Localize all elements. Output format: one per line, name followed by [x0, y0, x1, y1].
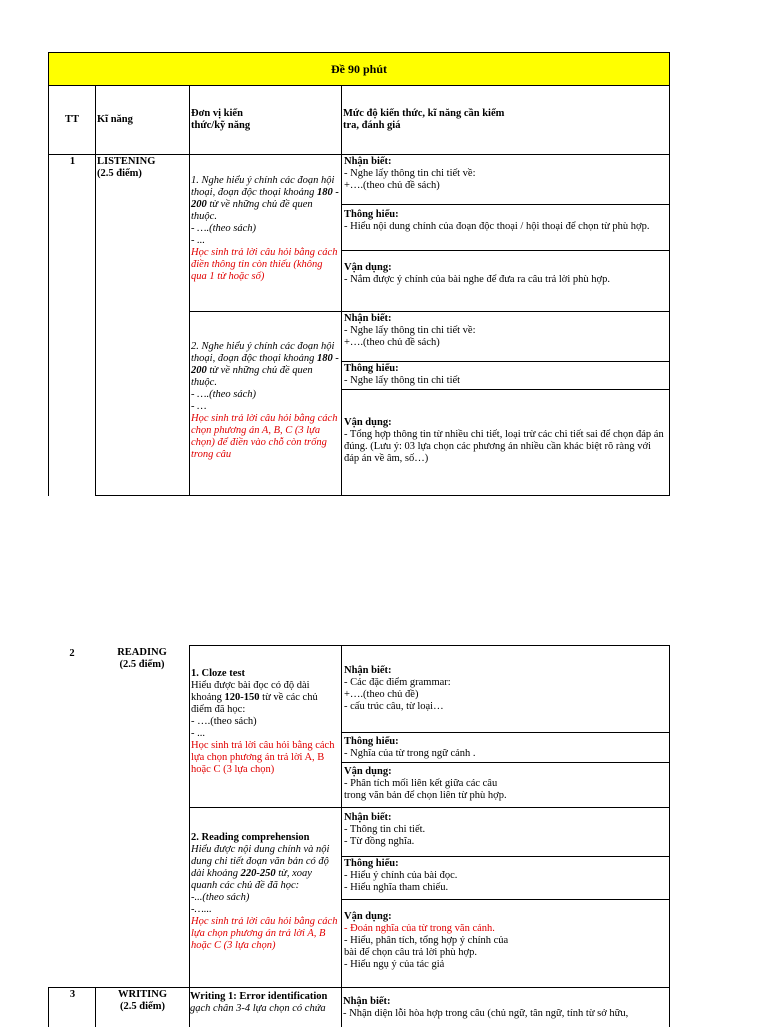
reading-unit2-nb-cell	[341, 807, 670, 857]
nb-text: - cấu trúc câu, từ loại…	[344, 701, 444, 712]
reading-name: READING	[117, 647, 167, 658]
nb-label: Nhận biết:	[344, 812, 392, 823]
nb-text: - Từ đồng nghĩa.	[344, 836, 415, 847]
nb-text: +….(theo chủ đề)	[344, 689, 419, 700]
reading-tt-cell	[48, 645, 96, 987]
reading-unit2-instruction: Học sinh trả lời câu hỏi bằng cách lựa chọn phương án trả lời A, B hoặc C (3 lựa chọn)	[191, 916, 338, 951]
th-label: Thông hiểu:	[344, 209, 399, 220]
nb-label: Nhận biết:	[343, 996, 391, 1007]
listening-unit2-instruction: Học sinh trả lời câu hỏi bằng cách chọn phương án A, B, C (3 lựa chọn) để điền vào chỗ còn trống trong câu	[191, 413, 338, 460]
reading-no: 2	[69, 648, 75, 659]
reading-unit2-count: 220-250	[240, 868, 276, 879]
writing-tt-cell	[48, 987, 96, 1027]
reading-unit1-title: 1. Cloze test	[191, 668, 245, 679]
th-text: - Hiểu ý chính của bài đọc.	[344, 870, 458, 881]
vd-text: - Phân tích mối liên kết giữa các câu	[344, 778, 498, 789]
vd-text: - Hiểu, phân tích, tổng hợp ý chính của	[344, 935, 509, 946]
listening-unit1-cell	[189, 154, 342, 312]
th-text: - Nghĩa của từ trong ngữ cảnh .	[344, 748, 476, 759]
th-label: Thông hiểu:	[344, 363, 399, 374]
reading-unit1-source: - ….(theo sách)	[191, 716, 257, 727]
vd-text: trong văn bản để chọn liên từ phù hợp.	[344, 790, 507, 801]
nb-text: - Thông tin chi tiết.	[344, 824, 426, 835]
listening-unit1-more: - ...	[191, 235, 205, 246]
reading-unit1-nb-cell	[341, 645, 670, 733]
listening-unit2-th-cell	[341, 361, 670, 390]
nb-label: Nhận biết:	[344, 156, 392, 167]
vd-label: Vận dụng:	[344, 262, 392, 273]
listening-unit2-nb-cell	[341, 311, 670, 362]
vd-label: Vận dụng:	[344, 766, 392, 777]
vd-text: - Hiểu ngụ ý của tác giả	[344, 959, 445, 970]
listening-unit2-count: 180 - 200	[191, 353, 339, 376]
reading-skill-cell	[95, 645, 190, 987]
listening-unit1-text: 1. Nghe hiểu ý chính các đoạn hội thoại, đoạn độc thoại khoảng	[191, 175, 335, 198]
exam-title-banner	[48, 52, 670, 86]
vd-label: Vận dụng:	[344, 417, 392, 428]
header-level: Mức độ kiến thức, kĩ năng cần kiểm tra, đánh giá	[343, 108, 505, 131]
listening-unit2-source: - ….(theo sách)	[191, 389, 257, 400]
nb-text: +….(theo chủ đề sách)	[344, 180, 440, 191]
vd-text-highlight: - Đoán nghĩa của từ trong văn cảnh.	[344, 923, 495, 934]
nb-label: Nhận biết:	[344, 665, 392, 676]
listening-unit1-count: 180 - 200	[191, 187, 339, 210]
reading-unit1-more: - ...	[191, 728, 205, 739]
listening-unit1-vd-cell	[341, 250, 670, 312]
th-text: - Hiểu nội dung chính của đoạn độc thoại / hội thoại để chọn từ phù hợp.	[344, 221, 650, 232]
reading-unit1-instruction: Học sinh trả lời câu hỏi bằng cách lựa chọn phương án trả lời A, B hoặc C (3 lựa chọn)	[191, 740, 335, 775]
writing-name: WRITING	[117, 989, 167, 1000]
listening-unit2-more: - …	[191, 401, 207, 412]
vd-text: bài để chọn câu trả lời phù hợp.	[344, 947, 477, 958]
writing-skill-cell	[95, 987, 190, 1027]
writing-unit1-nb-cell	[341, 987, 670, 1027]
header-tt: TT	[64, 114, 79, 125]
header-cell-skill	[95, 85, 190, 155]
writing-unit1-title: Writing 1: Error identification	[190, 991, 328, 1002]
header-cell-unit	[189, 85, 342, 155]
reading-unit1-text-b: từ về các chủ điểm đã học:	[191, 692, 318, 715]
listening-name: LISTENING	[97, 156, 156, 167]
th-label: Thông hiểu:	[344, 736, 399, 747]
nb-text: +….(theo chủ đề sách)	[344, 337, 440, 348]
listening-unit2-cell	[189, 311, 342, 496]
reading-unit2-title: 2. Reading comprehension	[191, 832, 310, 843]
nb-text: - Các đặc điểm grammar:	[344, 677, 451, 688]
reading-unit1-th-cell	[341, 732, 670, 763]
listening-unit2-text: 2. Nghe hiểu ý chính các đoạn hội thoại, đoạn độc thoại khoảng	[191, 341, 335, 364]
writing-no: 3	[69, 989, 76, 1000]
exam-title: Đề 90 phút	[330, 61, 387, 76]
writing-points: (2.5 điểm)	[120, 1001, 165, 1012]
th-text: - Hiểu nghĩa tham chiếu.	[344, 882, 449, 893]
listening-skill-cell	[95, 154, 190, 496]
reading-unit1-text: Hiểu được bài đọc có độ dài khoảng	[191, 680, 310, 703]
reading-unit1-cell	[189, 645, 342, 808]
listening-unit1-nb-cell	[341, 154, 670, 205]
reading-unit2-th-cell	[341, 856, 670, 900]
listening-no: 1	[69, 156, 76, 167]
reading-unit2-vd-cell	[341, 899, 670, 988]
header-cell-level	[341, 85, 670, 155]
listening-unit2-text-b: từ về những chủ đề quen thuộc.	[191, 365, 313, 388]
listening-unit1-source: - ….(theo sách)	[191, 223, 257, 234]
reading-unit2-source: -...(theo sách)	[191, 892, 250, 903]
reading-unit2-more: -…...	[191, 904, 212, 915]
listening-unit1-instruction: Học sinh trả lời câu hỏi bằng cách điền thông tin còn thiếu (không qua 1 từ hoặc số)	[191, 247, 338, 282]
nb-label: Nhận biết:	[344, 313, 392, 324]
reading-unit2-text: Hiểu được nội dung chính và nội dung chi tiết đoạn văn bản có độ dài khoảng	[191, 844, 330, 879]
reading-unit1-count: 120-150	[224, 692, 260, 703]
header-unit: Đơn vị kiến thức/kỹ năng	[191, 108, 251, 131]
vd-label: Vận dụng:	[344, 911, 392, 922]
reading-unit1-vd-cell	[341, 762, 670, 808]
reading-unit2-cell	[189, 807, 342, 988]
nb-text: - Nghe lấy thông tin chi tiết về:	[344, 325, 476, 336]
header-skill: Kĩ năng	[97, 114, 133, 125]
nb-text: - Nhận diện lỗi hòa hợp trong câu (chủ ngữ, tân ngữ, tính từ sở hữu,	[343, 1008, 629, 1019]
vd-text: - Nắm được ý chính của bài nghe để đưa ra câu trả lời phù hợp.	[344, 274, 610, 285]
listening-tt-cell	[48, 154, 96, 496]
listening-unit1-text-b: từ về những chủ đề quen thuộc.	[191, 199, 313, 222]
reading-points: (2.5 điểm)	[119, 659, 165, 670]
listening-unit1-th-cell	[341, 204, 670, 251]
listening-unit2-vd-cell	[341, 389, 670, 496]
reading-unit2-text-b: từ, xoay quanh các chủ đề đã học:	[191, 868, 312, 891]
th-label: Thông hiểu:	[344, 858, 399, 869]
listening-points: (2.5 điểm)	[97, 168, 142, 179]
header-cell-tt	[48, 85, 96, 155]
vd-text: - Tổng hợp thông tin từ nhiều chi tiết, loại trừ các chi tiết sai để chọn đáp án đúng. (Lưu ý: 03 lựa chọn các phương án nhiều cần khác biệt rõ ràng với đáp án về âm, số…)	[344, 429, 664, 464]
writing-unit1-cell	[189, 987, 342, 1027]
nb-text: - Nghe lấy thông tin chi tiết về:	[344, 168, 476, 179]
th-text: - Nghe lấy thông tin chi tiết	[344, 375, 461, 386]
writing-unit1-text: gạch chân 3-4 lựa chọn có chứa	[190, 1003, 326, 1014]
